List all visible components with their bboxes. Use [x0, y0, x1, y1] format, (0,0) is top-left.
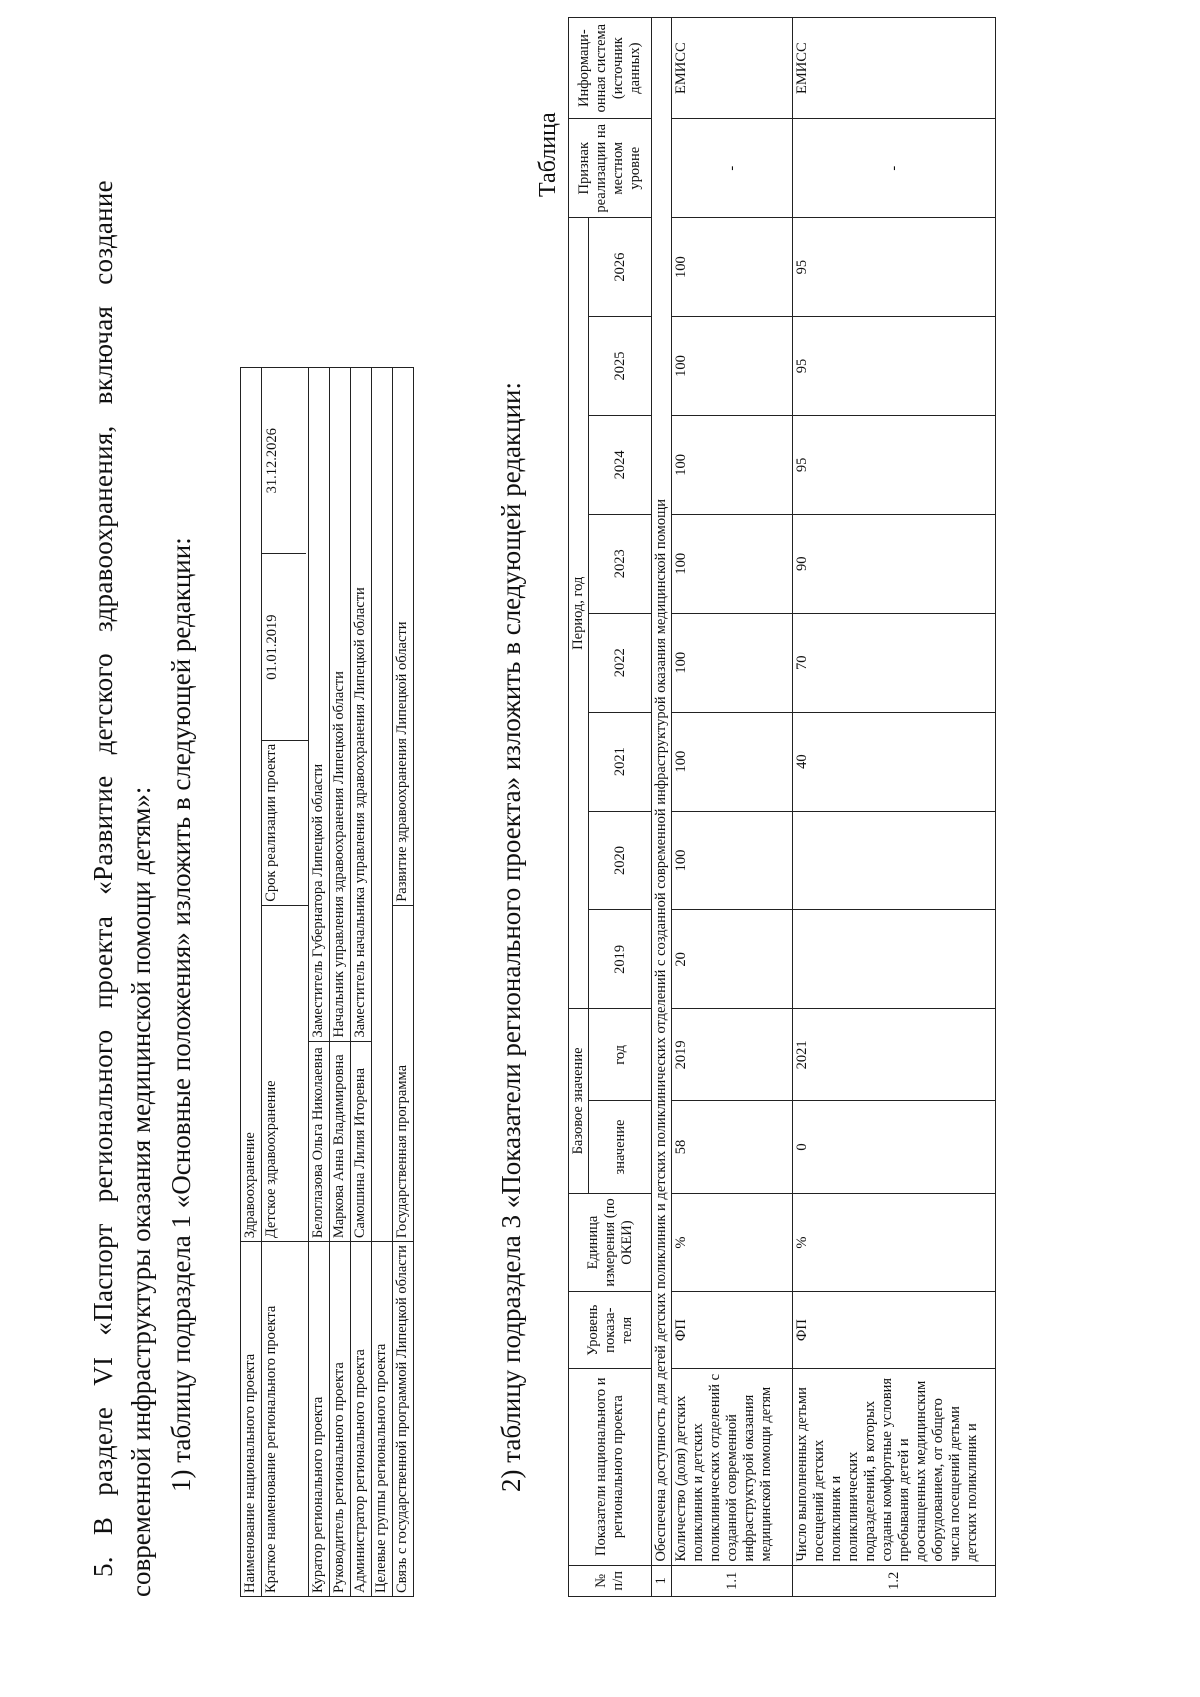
indicator-level: ФП: [793, 1292, 996, 1368]
row-value: Детское здравоохранение: [262, 905, 309, 1241]
year-value: 100: [672, 811, 793, 910]
row-label: Наименование национального проекта: [241, 1242, 262, 1597]
year-value: 100: [672, 514, 793, 613]
row-number: 1.2: [793, 1565, 996, 1596]
row-label: Куратор регионального проекта: [309, 1242, 330, 1597]
row-value: Белоглазова Ольга Николаевна: [309, 1041, 330, 1242]
role-curator: Заместитель Губернатора Липецкой области: [309, 368, 330, 1042]
row-label: Целевые группы регионального проекта: [372, 1242, 393, 1597]
year-value: 100: [672, 218, 793, 317]
indicators-table: [568, 17, 996, 1597]
col-header-base-value: значение: [589, 1101, 652, 1193]
indicator-unit: %: [793, 1193, 996, 1292]
table-row: [351, 368, 372, 1597]
table-row: [330, 368, 351, 1597]
project-basics-table: [240, 367, 414, 1597]
row-value: Самошина Лилия Игоревна: [351, 1041, 372, 1242]
row-label: Связь с государственной программой Липецкой области: [393, 1242, 414, 1597]
paragraph-5-continuation: современной инфраструктуры оказания медицинской помощи детям»:: [126, 786, 156, 1597]
table-row: [309, 368, 330, 1597]
table-row: [241, 368, 262, 1597]
term-dates: [262, 368, 309, 741]
base-year: 2019: [672, 1009, 793, 1101]
local-flag: -: [672, 119, 793, 218]
term-label: Срок реализации проекта: [262, 740, 309, 905]
table-row: [393, 368, 414, 1597]
col-header-year: 2023: [589, 514, 652, 613]
header-row: [569, 18, 589, 1597]
table-row: [262, 368, 309, 1597]
indicator-name: Число выполненных детьми посещений детских поликлиник и поликлинических подразделений, в которых созданы комфортные условия пребывания детей и дооснащенных медицинским оборудованием, от общего числа посещений детьми детских поликлиник и: [793, 1368, 996, 1565]
term-start: 01.01.2019: [262, 553, 306, 739]
year-value: [793, 910, 996, 1009]
item-1-instruction: 1) таблицу подраздела 1 «Основные положения» изложить в следующей редакции:: [166, 537, 196, 1492]
year-value: 95: [793, 415, 996, 514]
role-program: Развитие здравоохранения Липецкой области: [393, 368, 414, 906]
year-value: 95: [793, 218, 996, 317]
table-caption: Таблица: [535, 112, 561, 197]
section-row: [652, 18, 672, 1597]
col-header-year: 2019: [589, 910, 652, 1009]
table-row: [372, 368, 393, 1597]
item-2-instruction: 2) таблицу подраздела 3 «Показатели регионального проекта» изложить в следующей редакции:: [496, 381, 526, 1492]
col-header-year: 2025: [589, 317, 652, 416]
term-end: 31.12.2026: [264, 428, 280, 494]
paragraph-5-heading: 5. В разделе VI «Паспорт регионального проекта «Развитие детского здравоохранения, включая создание: [88, 180, 118, 1577]
table-row: [793, 18, 996, 1597]
col-header-year: 2022: [589, 613, 652, 712]
col-header-period: Период, год: [569, 218, 589, 1009]
data-source: ЕМИСС: [793, 18, 996, 119]
col-header-source: Информаци-онная система (источник данных): [569, 18, 652, 119]
role-head: Начальник управления здравоохранения Липецкой области: [330, 368, 351, 1042]
data-source: ЕМИСС: [672, 18, 793, 119]
indicator-unit: %: [672, 1193, 793, 1292]
year-value: 20: [672, 910, 793, 1009]
row-label: Краткое наименование регионального проекта: [262, 1242, 309, 1597]
col-header-year: 2026: [589, 218, 652, 317]
base-year: 2021: [793, 1009, 996, 1101]
col-header-indicator: Показатели национального и регионального проекта: [569, 1368, 652, 1565]
indicator-level: ФП: [672, 1292, 793, 1368]
col-header-base-year: год: [589, 1009, 652, 1101]
indicator-name: Количество (доля) детских поликлиник и детских поликлинических отделений с созданной современной инфраструктурой оказания медицинской помощи детям: [672, 1368, 793, 1565]
year-value: [793, 811, 996, 910]
year-value: 100: [672, 415, 793, 514]
row-value: [372, 368, 393, 1242]
year-value: 100: [672, 712, 793, 811]
col-header-local: Признак реализации на местном уровне: [569, 119, 652, 218]
row-value: Государственная программа: [393, 905, 414, 1241]
row-value: Здравоохранение: [241, 368, 262, 1242]
table-row: [672, 18, 793, 1597]
col-header-unit: Единица измерения (по ОКЕИ): [569, 1193, 652, 1292]
row-label: Руководитель регионального проекта: [330, 1242, 351, 1597]
col-header-year: 2020: [589, 811, 652, 910]
year-value: 40: [793, 712, 996, 811]
local-flag: -: [793, 119, 996, 218]
row-value: Маркова Анна Владимировна: [330, 1041, 351, 1242]
col-header-level: Уровень показа-теля: [569, 1292, 652, 1368]
year-value: 100: [672, 317, 793, 416]
col-header-base: Базовое значение: [569, 1009, 589, 1193]
year-value: 70: [793, 613, 996, 712]
col-header-num: № п/п: [569, 1565, 652, 1596]
role-admin: Заместитель начальника управления здравоохранения Липецкой области: [351, 368, 372, 1042]
base-value: 0: [793, 1101, 996, 1193]
year-value: 90: [793, 514, 996, 613]
section-number: 1: [652, 1565, 672, 1596]
base-value: 58: [672, 1101, 793, 1193]
row-number: 1.1: [672, 1565, 793, 1596]
col-header-year: 2021: [589, 712, 652, 811]
col-header-year: 2024: [589, 415, 652, 514]
year-value: 95: [793, 317, 996, 416]
row-label: Администратор регионального проекта: [351, 1242, 372, 1597]
section-title: Обеспечена доступность для детей детских поликлиник и детских поликлинических отделений с созданной современной инфраструктурой оказания медицинской помощи: [652, 18, 672, 1566]
year-value: 100: [672, 613, 793, 712]
